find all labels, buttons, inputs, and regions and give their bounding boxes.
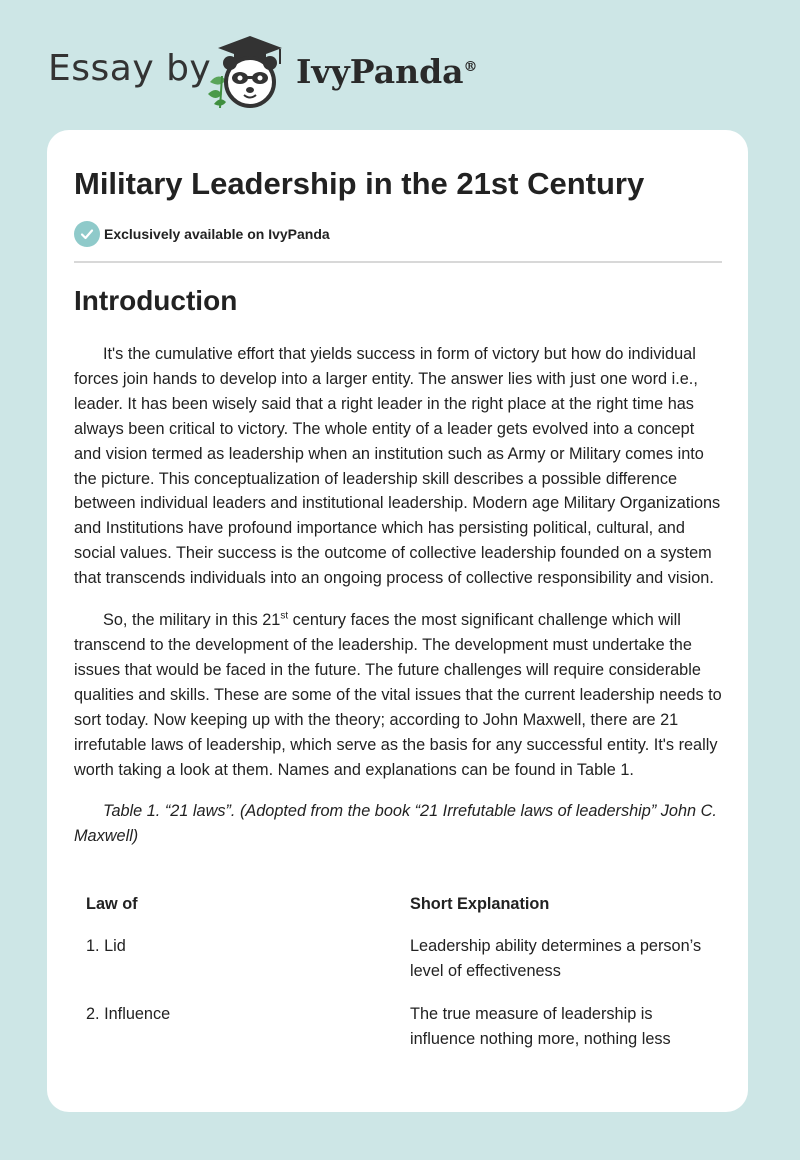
table-cell-explanation: The true measure of leadership is influence nothing more, nothing less <box>410 1004 671 1048</box>
divider <box>74 261 722 263</box>
exclusive-label: Exclusively available on IvyPanda <box>104 226 330 242</box>
section-heading: Introduction <box>74 285 238 316</box>
panda-graduate-icon[interactable] <box>200 30 292 110</box>
paragraph-2: So, the military in this 21st century faces the most significant challenge which will transcend to the development of the leadership. The development must undertake the issues that would be faced in the future. The future challenges will require considerable qualities and skills. These are some of the vital issues that the current leadership needs to sort today. Now keeping up with the theory; according to John Maxwell, there are 21 irrefutable laws of leadership, which serve as the basis for any successful entity. It's really worth taking a look at them. Names and explanations can be found in Table 1. <box>74 610 722 779</box>
table-cell-law: 2. Influence <box>86 1004 171 1023</box>
table-header-explanation: Short Explanation <box>410 895 550 913</box>
table-cell-explanation: Leadership ability determines a person’s level of effectiveness <box>410 937 702 980</box>
table-header-row <box>74 886 722 924</box>
site-header <box>48 30 478 110</box>
essay-by-label: Essay by <box>48 48 212 89</box>
essay-card <box>47 130 748 1112</box>
article-body <box>74 342 722 849</box>
brand-name[interactable]: IvyPanda® <box>296 52 478 91</box>
exclusive-badge <box>74 221 330 247</box>
table-cell-law: 1. Lid <box>86 937 126 955</box>
paragraph-1: It's the cumulative effort that yields success in form of victory but how do individual forces join hands to develop into a larger entity. The answer lies with just one word i.e., leader. It has been wisely said that a right leader in the right place at the right time has always been critical to victory. The whole entity of a leader gets evolved into a concept and vision termed as leadership when an institution such as Army or Military comes into the picture. This conceptualization of leadership skill describes a possible difference between individual leaders and institutional leadership. Modern age Military Organizations and Institutions have profound importance which has persisting political, cultural, and social values. Their success is the outcome of collective leadership founded on a system that transcends individuals into an ongoing process of collective responsibility and vision. <box>74 345 721 588</box>
table-row <box>74 992 722 1060</box>
table-header-law: Law of <box>86 895 138 913</box>
ivy-leaf-icon <box>208 76 226 108</box>
laws-table <box>74 886 722 1060</box>
check-badge-icon <box>74 221 100 247</box>
table-caption: Table 1. “21 laws”. (Adopted from the book “21 Irrefutable laws of leadership” John C. Maxwell) <box>74 802 717 846</box>
table-row <box>74 924 722 992</box>
page-title: Military Leadership in the 21st Century <box>74 166 645 201</box>
